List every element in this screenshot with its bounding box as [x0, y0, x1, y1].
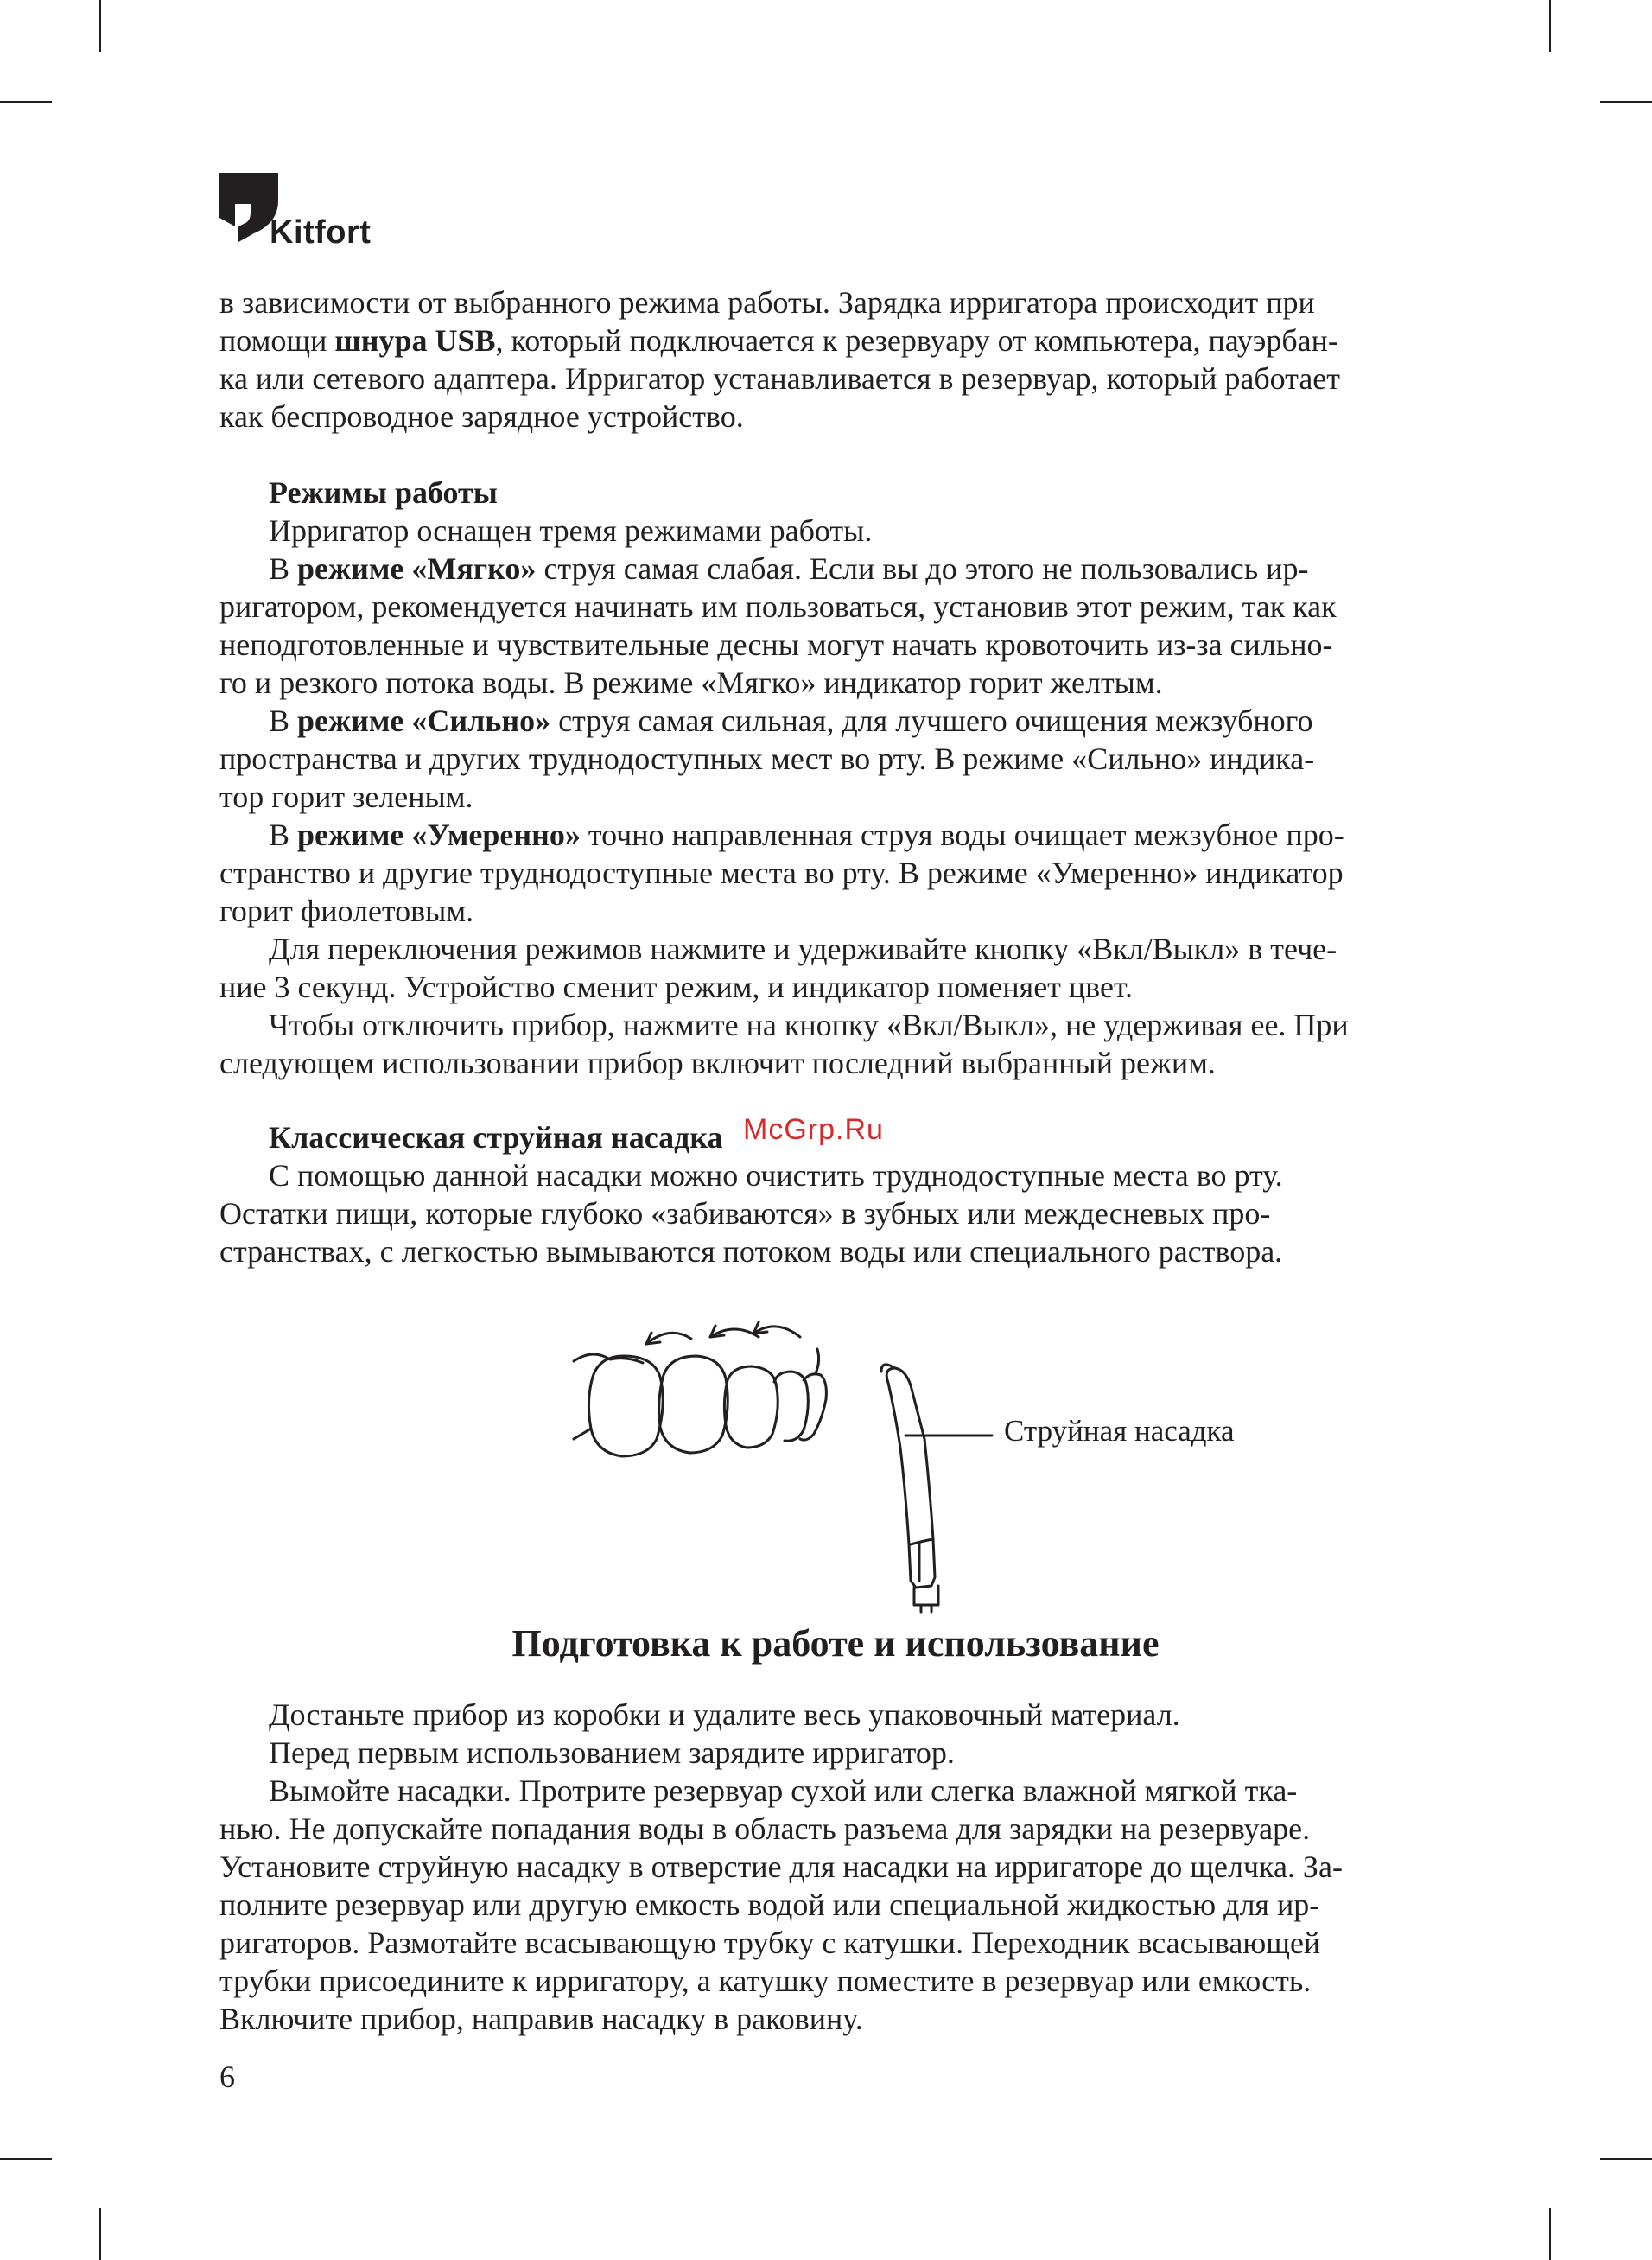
prep-paragraph-2: Перед первым использованием зарядите ирригатор.	[269, 1735, 955, 1770]
jet-nozzle-icon	[881, 1365, 938, 1612]
nozzle-label: Струйная насадка	[1004, 1414, 1235, 1448]
power-off-paragraph: Чтобы отключить прибор, нажмите на кнопку «Вкл/Выкл», не удерживая ее. При следующем использовании прибор включит последний выбранный режим.	[219, 1008, 1349, 1080]
modes-heading: Режимы работы	[269, 475, 498, 510]
prep-paragraph-3: Вымойте насадки. Протрите резервуар сухой или слегка влажной мягкой тка- нью. Не допускайте попадания воды в область разъема для зарядки на резервуаре. Установите струйную насадку в отверстие для насадки на ирригаторе до щелчка. За- полните резервуар или другую емкость водой или специальной жидкостью для ир- ригаторов. Размотайте всасывающую трубку с катушки. Переходник всасывающей трубки присоедините к ирригатору, а катушку поместите в резервуар или емкость. Включите прибор, направив насадку в раковину.	[219, 1773, 1343, 2036]
prep-section	[219, 1696, 1452, 2038]
tooth-icon	[774, 1372, 808, 1441]
nozzle-illustration	[562, 1318, 1339, 1616]
prep-paragraph-1: Достаньте прибор из коробки и удалите весь упаковочный материал.	[269, 1697, 1180, 1732]
page-number: 6	[219, 2059, 235, 2094]
crop-mark	[0, 2158, 52, 2160]
watermark: McGrp.Ru	[743, 1113, 884, 1146]
crop-mark	[1600, 101, 1652, 103]
mode-soft-paragraph: В режиме «Мягко» струя самая слабая. Если вы до этого не пользовались ир- ригатором, рекомендуется начинать им пользоваться, установив этот режим, так как неподготовленные и чувствительные десны могут начать кровоточить из-за сильно- го и резкого потока воды. В режиме «Мягко» индикатор горит желтым.	[219, 551, 1337, 700]
brand-name: Kitfort	[270, 214, 372, 251]
crop-mark	[1549, 2208, 1551, 2260]
nozzle-heading: Классическая струйная насадка	[269, 1120, 723, 1155]
crop-mark	[1549, 0, 1551, 52]
crop-mark	[0, 101, 52, 103]
modes-section	[219, 474, 1452, 1082]
modes-intro: Ирригатор оснащен тремя режимами работы.	[269, 513, 873, 548]
crop-mark	[99, 0, 101, 52]
crop-mark	[1600, 2158, 1652, 2160]
nozzle-paragraph: С помощью данной насадки можно очистить труднодоступные места во рту. Остатки пищи, которые глубоко «забиваются» в зубных или междесневых про- странствах, с легкостью вымываются потоком воды или специального раствора.	[219, 1158, 1283, 1269]
tooth-icon	[659, 1356, 728, 1453]
intro-paragraph: в зависимости от выбранного режима работы. Зарядка ирригатора происходит при помощи шнура USB, который подключается к резервуару от компьютера, пауэрбан- ка или сетевого адаптера. Ирригатор устанавливается в резервуар, который работает как беспроводное зарядное устройство.	[219, 285, 1341, 434]
mode-moderate-paragraph: В режиме «Умеренно» точно направленная струя воды очищает межзубное про- странство и другие труднодоступные места во рту. В режиме «Умеренно» индикатор горит фиолетовым.	[219, 818, 1344, 928]
mode-switch-paragraph: Для переключения режимов нажмите и удерживайте кнопку «Вкл/Выкл» в тече- ние 3 секунд. Устройство сменит режим, и индикатор поменяет цвет.	[219, 932, 1337, 1004]
mode-strong-paragraph: В режиме «Сильно» струя самая сильная, для лучшего очищения межзубного пространства и других труднодоступных мест во рту. В режиме «Сильно» индика- тор горит зеленым.	[219, 703, 1315, 814]
tooth-icon	[588, 1356, 663, 1456]
section-title: Подготовка к работе и использование	[511, 1622, 1160, 1665]
tooth-icon	[724, 1366, 778, 1448]
crop-mark	[99, 2208, 101, 2260]
